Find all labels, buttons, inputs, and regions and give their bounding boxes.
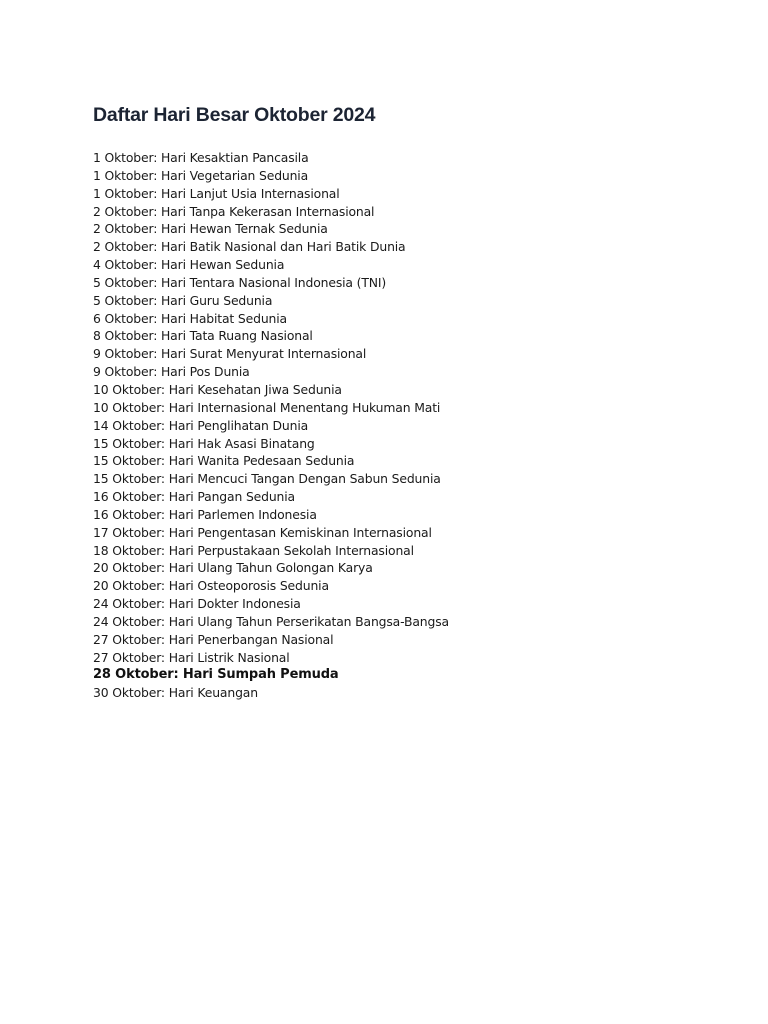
list-item: 30 Oktober: Hari Keuangan — [93, 685, 258, 701]
list-item: 17 Oktober: Hari Pengentasan Kemiskinan Internasional — [93, 524, 432, 540]
list-item: 4 Oktober: Hari Hewan Sedunia — [93, 257, 285, 273]
list-item: 2 Oktober: Hari Tanpa Kekerasan Internasional — [93, 203, 375, 219]
page-title: Daftar Hari Besar Oktober 2024 — [93, 104, 376, 126]
list-item: 15 Oktober: Hari Wanita Pedesaan Sedunia — [93, 453, 355, 469]
list-item: 24 Oktober: Hari Ulang Tahun Perserikatan Bangsa-Bangsa — [93, 613, 449, 629]
list-item: 18 Oktober: Hari Perpustakaan Sekolah Internasional — [93, 542, 414, 558]
list-item: 20 Oktober: Hari Osteoporosis Sedunia — [93, 578, 329, 594]
list-item: 1 Oktober: Hari Lanjut Usia Internasional — [93, 185, 340, 201]
list-item: 24 Oktober: Hari Dokter Indonesia — [93, 596, 301, 612]
list-item: 14 Oktober: Hari Penglihatan Dunia — [93, 417, 309, 433]
list-item: 10 Oktober: Hari Internasional Menentang Hukuman Mati — [93, 399, 441, 415]
list-item: 1 Oktober: Hari Kesaktian Pancasila — [93, 150, 309, 165]
list-item: 28 Oktober: Hari Sumpah Pemuda — [93, 667, 339, 683]
list-item: 1 Oktober: Hari Vegetarian Sedunia — [93, 167, 309, 183]
holiday-list — [93, 149, 713, 702]
list-item: 2 Oktober: Hari Hewan Ternak Sedunia — [93, 221, 328, 237]
list-item: 5 Oktober: Hari Tentara Nasional Indonesia (TNI) — [93, 274, 387, 290]
list-item: 16 Oktober: Hari Parlemen Indonesia — [93, 506, 317, 522]
list-item: 27 Oktober: Hari Penerbangan Nasional — [93, 631, 334, 647]
list-item: 5 Oktober: Hari Guru Sedunia — [93, 292, 273, 308]
list-item: 6 Oktober: Hari Habitat Sedunia — [93, 310, 287, 326]
list-item: 16 Oktober: Hari Pangan Sedunia — [93, 489, 295, 505]
list-item: 2 Oktober: Hari Batik Nasional dan Hari Batik Dunia — [93, 239, 406, 255]
list-item: 10 Oktober: Hari Kesehatan Jiwa Sedunia — [93, 381, 342, 397]
list-item: 9 Oktober: Hari Pos Dunia — [93, 364, 250, 380]
list-item: 9 Oktober: Hari Surat Menyurat Internasional — [93, 346, 367, 362]
document-page — [93, 103, 713, 702]
list-item: 27 Oktober: Hari Listrik Nasional — [93, 649, 290, 665]
list-item: 15 Oktober: Hari Hak Asasi Binatang — [93, 435, 315, 451]
list-item: 15 Oktober: Hari Mencuci Tangan Dengan Sabun Sedunia — [93, 471, 441, 487]
list-item: 8 Oktober: Hari Tata Ruang Nasional — [93, 328, 313, 344]
list-item: 20 Oktober: Hari Ulang Tahun Golongan Karya — [93, 560, 373, 576]
